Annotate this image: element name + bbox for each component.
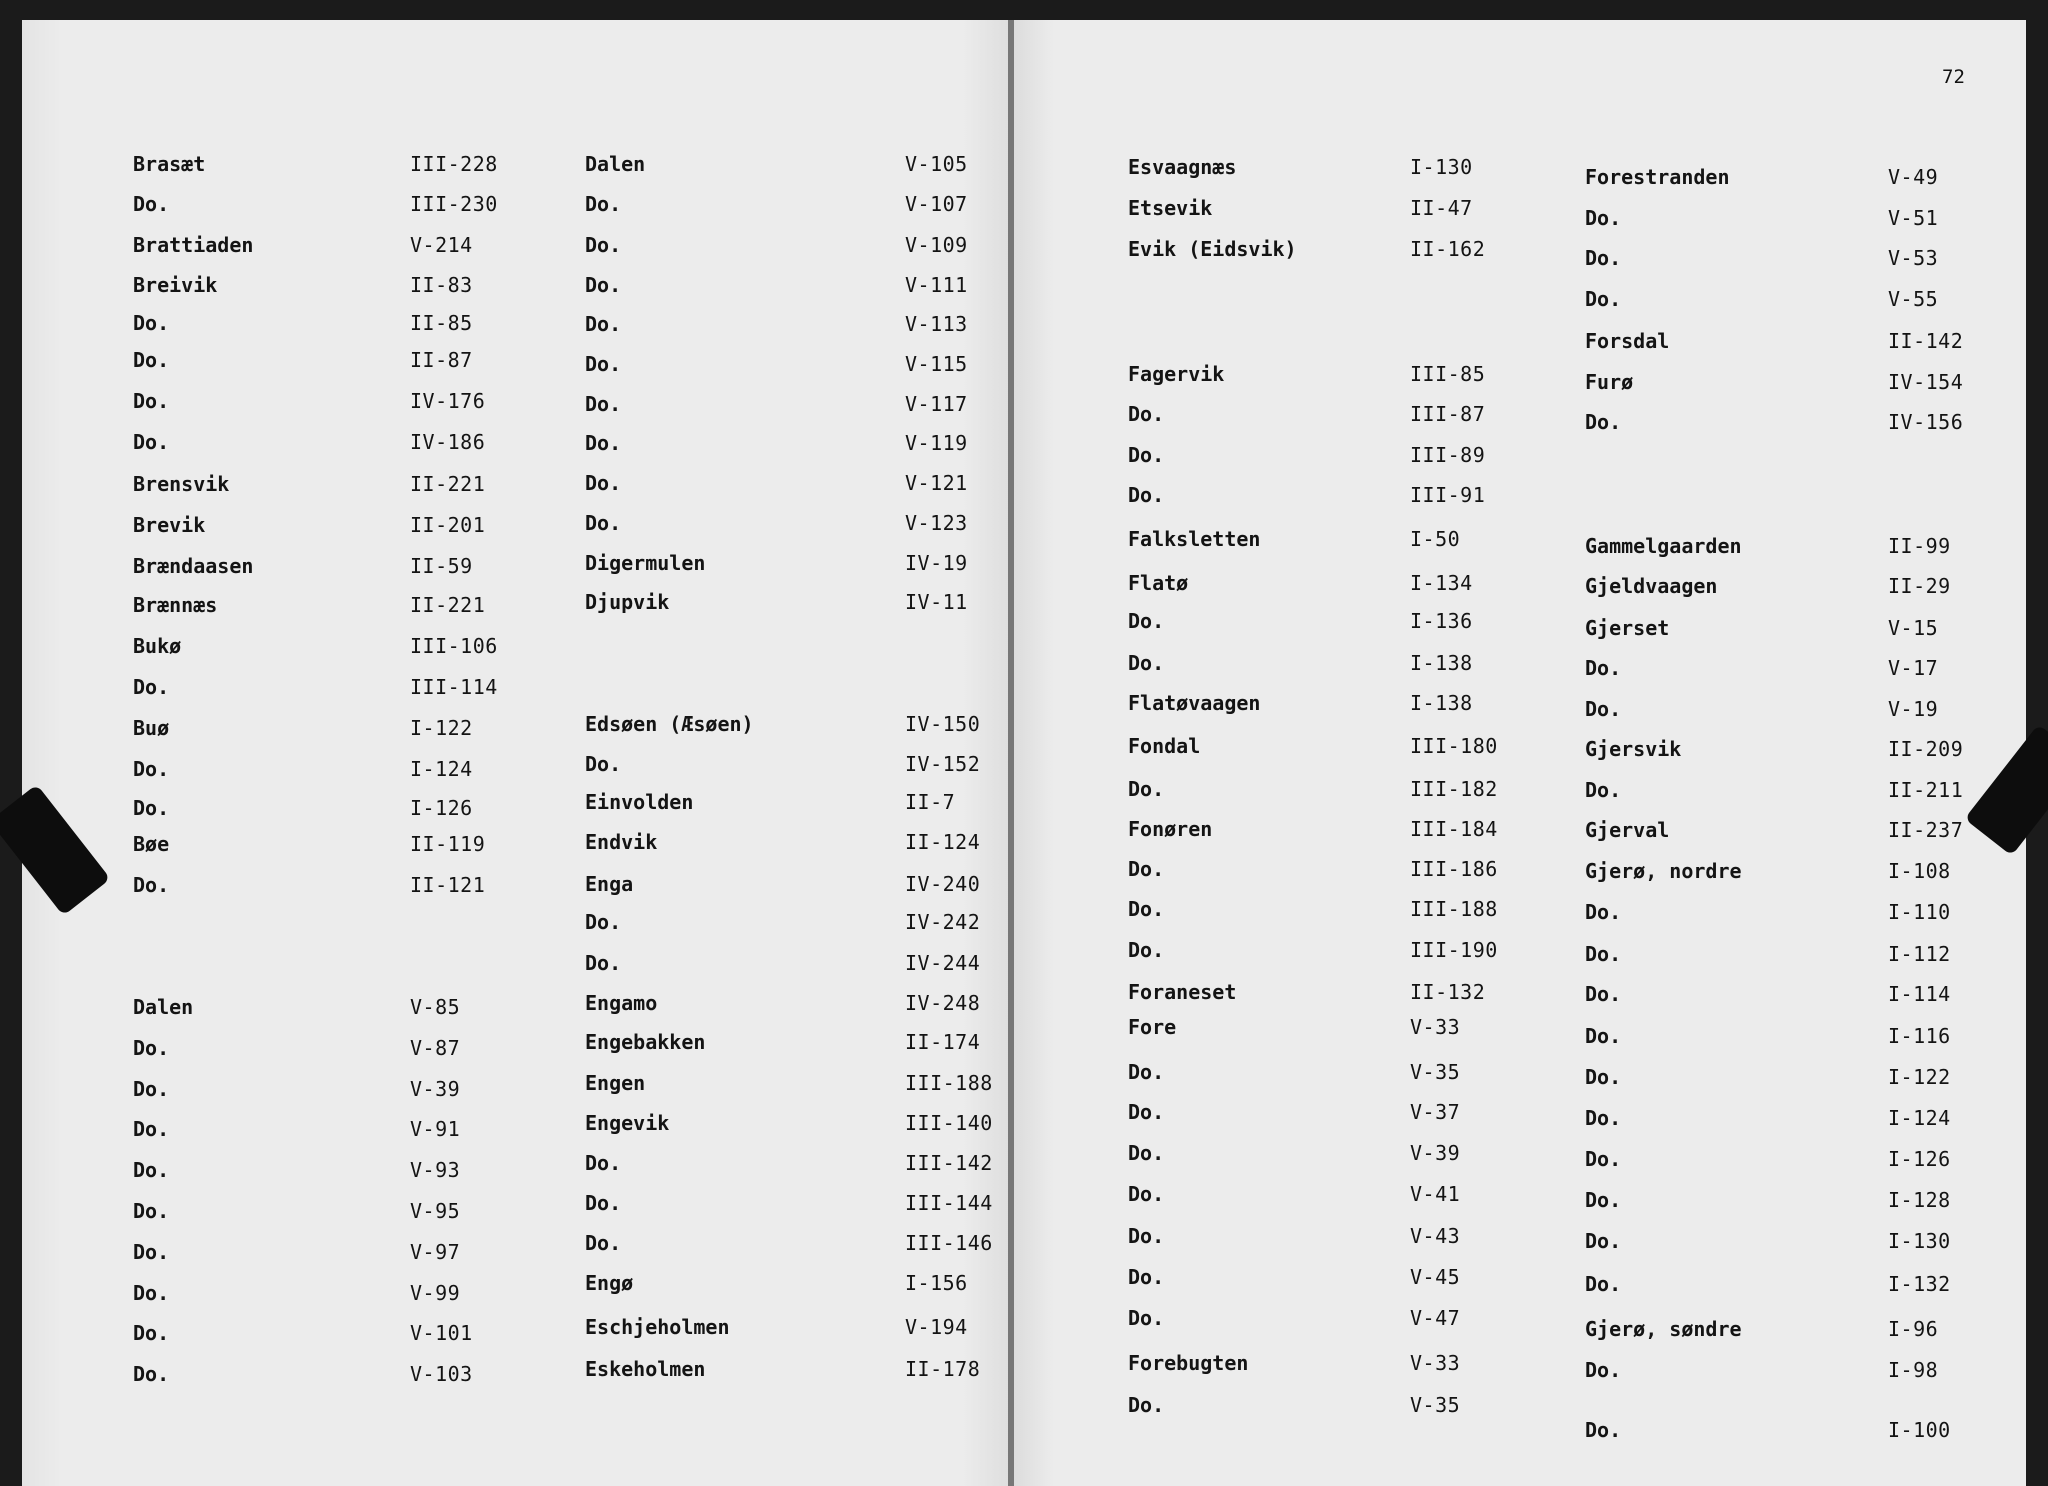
place-name: Do. [585, 233, 622, 257]
place-name: Do. [1585, 697, 1622, 721]
volume-page-ref: IV-240 [905, 872, 981, 896]
volume-page-ref: II-99 [1888, 534, 1951, 558]
place-name: Do. [585, 1231, 622, 1255]
volume-page-ref: III-87 [1410, 402, 1486, 426]
place-name: Do. [133, 757, 170, 781]
volume-page-ref: I-128 [1888, 1188, 1951, 1212]
place-name: Do. [133, 389, 170, 413]
place-name: Do. [1128, 1060, 1165, 1084]
volume-page-ref: V-43 [1410, 1224, 1461, 1248]
place-name: Etsevik [1128, 196, 1213, 220]
place-name: Gjerval [1585, 818, 1670, 842]
place-name: Forestranden [1585, 165, 1730, 189]
volume-page-ref: III-186 [1410, 857, 1498, 881]
volume-page-ref: I-130 [1410, 155, 1473, 179]
place-name: Forebugten [1128, 1351, 1249, 1375]
volume-page-ref: III-114 [410, 675, 498, 699]
volume-page-ref: I-114 [1888, 982, 1951, 1006]
place-name: Do. [1585, 410, 1622, 434]
place-name: Evik (Eidsvik) [1128, 237, 1297, 261]
place-name: Do. [1585, 982, 1622, 1006]
volume-page-ref: V-99 [410, 1281, 461, 1305]
volume-page-ref: V-53 [1888, 246, 1939, 270]
volume-page-ref: V-47 [1410, 1306, 1461, 1330]
volume-page-ref: V-87 [410, 1036, 461, 1060]
volume-page-ref: V-109 [905, 233, 968, 257]
volume-page-ref: IV-248 [905, 991, 981, 1015]
volume-page-ref: IV-156 [1888, 410, 1964, 434]
volume-page-ref: I-116 [1888, 1024, 1951, 1048]
volume-page-ref: III-144 [905, 1191, 993, 1215]
volume-page-ref: V-214 [410, 233, 473, 257]
volume-page-ref: I-130 [1888, 1229, 1951, 1253]
volume-page-ref: V-19 [1888, 697, 1939, 721]
page-number: 72 [1942, 66, 1965, 88]
place-name: Do. [1585, 778, 1622, 802]
place-name: Do. [133, 1158, 170, 1182]
place-name: Engebakken [585, 1030, 706, 1054]
place-name: Bukø [133, 634, 182, 658]
place-name: Gjersvik [1585, 737, 1682, 761]
place-name: Do. [133, 1321, 170, 1345]
place-name: Do. [1585, 656, 1622, 680]
place-name: Do. [1585, 900, 1622, 924]
volume-page-ref: V-15 [1888, 616, 1939, 640]
volume-page-ref: IV-244 [905, 951, 981, 975]
place-name: Fore [1128, 1015, 1177, 1039]
place-name: Do. [1128, 1100, 1165, 1124]
place-name: Breivik [133, 273, 218, 297]
volume-page-ref: III-142 [905, 1151, 993, 1175]
volume-page-ref: I-122 [410, 716, 473, 740]
place-name: Do. [585, 910, 622, 934]
volume-page-ref: II-237 [1888, 818, 1964, 842]
place-name: Do. [1585, 1229, 1622, 1253]
place-name: Do. [1128, 443, 1165, 467]
volume-page-ref: I-132 [1888, 1272, 1951, 1296]
place-name: Do. [1585, 287, 1622, 311]
volume-page-ref: II-221 [410, 593, 486, 617]
place-name: Do. [133, 311, 170, 335]
place-name: Do. [1128, 1306, 1165, 1330]
volume-page-ref: V-35 [1410, 1060, 1461, 1084]
place-name: Do. [585, 273, 622, 297]
place-name: Do. [133, 1036, 170, 1060]
volume-page-ref: II-221 [410, 472, 486, 496]
volume-page-ref: I-96 [1888, 1317, 1939, 1341]
place-name: Do. [133, 1117, 170, 1141]
volume-page-ref: V-119 [905, 431, 968, 455]
volume-page-ref: IV-176 [410, 389, 486, 413]
place-name: Do. [1128, 1141, 1165, 1165]
volume-page-ref: II-174 [905, 1030, 981, 1054]
volume-page-ref: V-105 [905, 152, 968, 176]
volume-page-ref: V-17 [1888, 656, 1939, 680]
place-name: Dalen [133, 995, 194, 1019]
place-name: Do. [133, 796, 170, 820]
volume-page-ref: II-201 [410, 513, 486, 537]
place-name: Do. [585, 471, 622, 495]
volume-page-ref: III-230 [410, 192, 498, 216]
volume-page-ref: II-124 [905, 830, 981, 854]
volume-page-ref: III-190 [1410, 938, 1498, 962]
place-name: Do. [1128, 938, 1165, 962]
volume-page-ref: I-138 [1410, 651, 1473, 675]
place-name: Do. [1585, 1024, 1622, 1048]
volume-page-ref: V-194 [905, 1315, 968, 1339]
volume-page-ref: II-142 [1888, 329, 1964, 353]
volume-page-ref: V-113 [905, 312, 968, 336]
volume-page-ref: V-107 [905, 192, 968, 216]
volume-page-ref: II-178 [905, 1357, 981, 1381]
volume-page-ref: III-140 [905, 1111, 993, 1135]
volume-page-ref: II-162 [1410, 237, 1486, 261]
place-name: Djupvik [585, 590, 670, 614]
place-name: Do. [1585, 1188, 1622, 1212]
place-name: Do. [585, 951, 622, 975]
volume-page-ref: III-146 [905, 1231, 993, 1255]
place-name: Engevik [585, 1111, 670, 1135]
volume-page-ref: V-33 [1410, 1351, 1461, 1375]
volume-page-ref: V-115 [905, 352, 968, 376]
volume-page-ref: IV-19 [905, 551, 968, 575]
place-name: Do. [1128, 651, 1165, 675]
place-name: Do. [585, 392, 622, 416]
volume-page-ref: III-188 [905, 1071, 993, 1095]
place-name: Endvik [585, 830, 658, 854]
place-name: Brændaasen [133, 554, 254, 578]
volume-page-ref: III-188 [1410, 897, 1498, 921]
volume-page-ref: I-98 [1888, 1358, 1939, 1382]
place-name: Do. [1128, 483, 1165, 507]
volume-page-ref: III-85 [1410, 362, 1486, 386]
place-name: Do. [133, 430, 170, 454]
place-name: Do. [133, 192, 170, 216]
place-name: Do. [585, 752, 622, 776]
volume-page-ref: V-49 [1888, 165, 1939, 189]
place-name: Brevik [133, 513, 206, 537]
place-name: Do. [1585, 246, 1622, 270]
place-name: Do. [1585, 1147, 1622, 1171]
place-name: Do. [585, 1151, 622, 1175]
place-name: Eskeholmen [585, 1357, 706, 1381]
place-name: Do. [585, 431, 622, 455]
volume-page-ref: II-29 [1888, 574, 1951, 598]
place-name: Brasæt [133, 152, 206, 176]
place-name: Bøe [133, 832, 170, 856]
volume-page-ref: I-122 [1888, 1065, 1951, 1089]
volume-page-ref: I-156 [905, 1271, 968, 1295]
place-name: Brænnæs [133, 593, 218, 617]
volume-page-ref: I-110 [1888, 900, 1951, 924]
volume-page-ref: II-59 [410, 554, 473, 578]
place-name: Do. [133, 348, 170, 372]
place-name: Do. [1585, 1272, 1622, 1296]
place-name: Foraneset [1128, 980, 1237, 1004]
volume-page-ref: V-95 [410, 1199, 461, 1223]
volume-page-ref: III-89 [1410, 443, 1486, 467]
volume-page-ref: V-91 [410, 1117, 461, 1141]
place-name: Esvaagnæs [1128, 155, 1237, 179]
volume-page-ref: I-126 [1888, 1147, 1951, 1171]
place-name: Do. [585, 511, 622, 535]
volume-page-ref: V-37 [1410, 1100, 1461, 1124]
volume-page-ref: I-112 [1888, 942, 1951, 966]
place-name: Do. [133, 873, 170, 897]
volume-page-ref: V-35 [1410, 1393, 1461, 1417]
volume-page-ref: V-45 [1410, 1265, 1461, 1289]
place-name: Falksletten [1128, 527, 1261, 551]
place-name: Engamo [585, 991, 658, 1015]
place-name: Do. [585, 312, 622, 336]
place-name: Do. [1585, 942, 1622, 966]
volume-page-ref: V-121 [905, 471, 968, 495]
volume-page-ref: I-138 [1410, 691, 1473, 715]
volume-page-ref: II-119 [410, 832, 486, 856]
volume-page-ref: II-121 [410, 873, 486, 897]
place-name: Einvolden [585, 790, 694, 814]
volume-page-ref: II-47 [1410, 196, 1473, 220]
place-name: Do. [133, 1281, 170, 1305]
place-name: Brattiaden [133, 233, 254, 257]
place-name: Gjerø, søndre [1585, 1317, 1742, 1341]
volume-page-ref: V-51 [1888, 206, 1939, 230]
volume-page-ref: IV-150 [905, 712, 981, 736]
volume-page-ref: IV-186 [410, 430, 486, 454]
place-name: Fondal [1128, 734, 1201, 758]
volume-page-ref: V-85 [410, 995, 461, 1019]
place-name: Do. [1585, 206, 1622, 230]
place-name: Do. [585, 1191, 622, 1215]
place-name: Do. [133, 1362, 170, 1386]
place-name: Gammelgaarden [1585, 534, 1742, 558]
volume-page-ref: V-103 [410, 1362, 473, 1386]
place-name: Edsøen (Æsøen) [585, 712, 754, 736]
place-name: Do. [1128, 609, 1165, 633]
volume-page-ref: II-209 [1888, 737, 1964, 761]
place-name: Buø [133, 716, 170, 740]
place-name: Brensvik [133, 472, 230, 496]
place-name: Gjerø, nordre [1585, 859, 1742, 883]
place-name: Do. [133, 1199, 170, 1223]
place-name: Forsdal [1585, 329, 1670, 353]
volume-page-ref: III-184 [1410, 817, 1498, 841]
place-name: Do. [1128, 1393, 1165, 1417]
volume-page-ref: I-100 [1888, 1418, 1951, 1442]
place-name: Flatøvaagen [1128, 691, 1261, 715]
place-name: Digermulen [585, 551, 706, 575]
place-name: Do. [1128, 777, 1165, 801]
volume-page-ref: V-111 [905, 273, 968, 297]
place-name: Enga [585, 872, 634, 896]
volume-page-ref: II-83 [410, 273, 473, 297]
volume-page-ref: II-85 [410, 311, 473, 335]
volume-page-ref: III-180 [1410, 734, 1498, 758]
volume-page-ref: IV-154 [1888, 370, 1964, 394]
place-name: Dalen [585, 152, 646, 176]
volume-page-ref: I-136 [1410, 609, 1473, 633]
volume-page-ref: V-41 [1410, 1182, 1461, 1206]
place-name: Gjeldvaagen [1585, 574, 1718, 598]
volume-page-ref: II-7 [905, 790, 956, 814]
volume-page-ref: I-108 [1888, 859, 1951, 883]
volume-page-ref: V-93 [410, 1158, 461, 1182]
volume-page-ref: III-106 [410, 634, 498, 658]
volume-page-ref: IV-11 [905, 590, 968, 614]
volume-page-ref: I-126 [410, 796, 473, 820]
place-name: Fagervik [1128, 362, 1225, 386]
place-name: Do. [1585, 1106, 1622, 1130]
volume-page-ref: III-91 [1410, 483, 1486, 507]
volume-page-ref: II-211 [1888, 778, 1964, 802]
volume-page-ref: III-228 [410, 152, 498, 176]
volume-page-ref: V-39 [410, 1077, 461, 1101]
volume-page-ref: I-50 [1410, 527, 1461, 551]
place-name: Do. [133, 1077, 170, 1101]
volume-page-ref: V-123 [905, 511, 968, 535]
volume-page-ref: V-39 [1410, 1141, 1461, 1165]
volume-page-ref: V-97 [410, 1240, 461, 1264]
place-name: Do. [1128, 1182, 1165, 1206]
volume-page-ref: V-33 [1410, 1015, 1461, 1039]
place-name: Engø [585, 1271, 634, 1295]
place-name: Do. [133, 675, 170, 699]
volume-page-ref: V-117 [905, 392, 968, 416]
volume-page-ref: I-134 [1410, 571, 1473, 595]
place-name: Do. [1128, 857, 1165, 881]
place-name: Do. [585, 192, 622, 216]
volume-page-ref: IV-152 [905, 752, 981, 776]
volume-page-ref: IV-242 [905, 910, 981, 934]
place-name: Flatø [1128, 571, 1189, 595]
volume-page-ref: V-55 [1888, 287, 1939, 311]
volume-page-ref: V-101 [410, 1321, 473, 1345]
place-name: Furø [1585, 370, 1634, 394]
place-name: Do. [133, 1240, 170, 1264]
place-name: Gjerset [1585, 616, 1670, 640]
place-name: Do. [1585, 1418, 1622, 1442]
volume-page-ref: II-132 [1410, 980, 1486, 1004]
place-name: Do. [1128, 402, 1165, 426]
place-name: Do. [1128, 1224, 1165, 1248]
place-name: Do. [1128, 1265, 1165, 1289]
place-name: Engen [585, 1071, 646, 1095]
place-name: Do. [1128, 897, 1165, 921]
place-name: Do. [1585, 1065, 1622, 1089]
volume-page-ref: III-182 [1410, 777, 1498, 801]
place-name: Do. [1585, 1358, 1622, 1382]
place-name: Fonøren [1128, 817, 1213, 841]
place-name: Do. [585, 352, 622, 376]
volume-page-ref: I-124 [410, 757, 473, 781]
place-name: Eschjeholmen [585, 1315, 730, 1339]
volume-page-ref: I-124 [1888, 1106, 1951, 1130]
volume-page-ref: II-87 [410, 348, 473, 372]
